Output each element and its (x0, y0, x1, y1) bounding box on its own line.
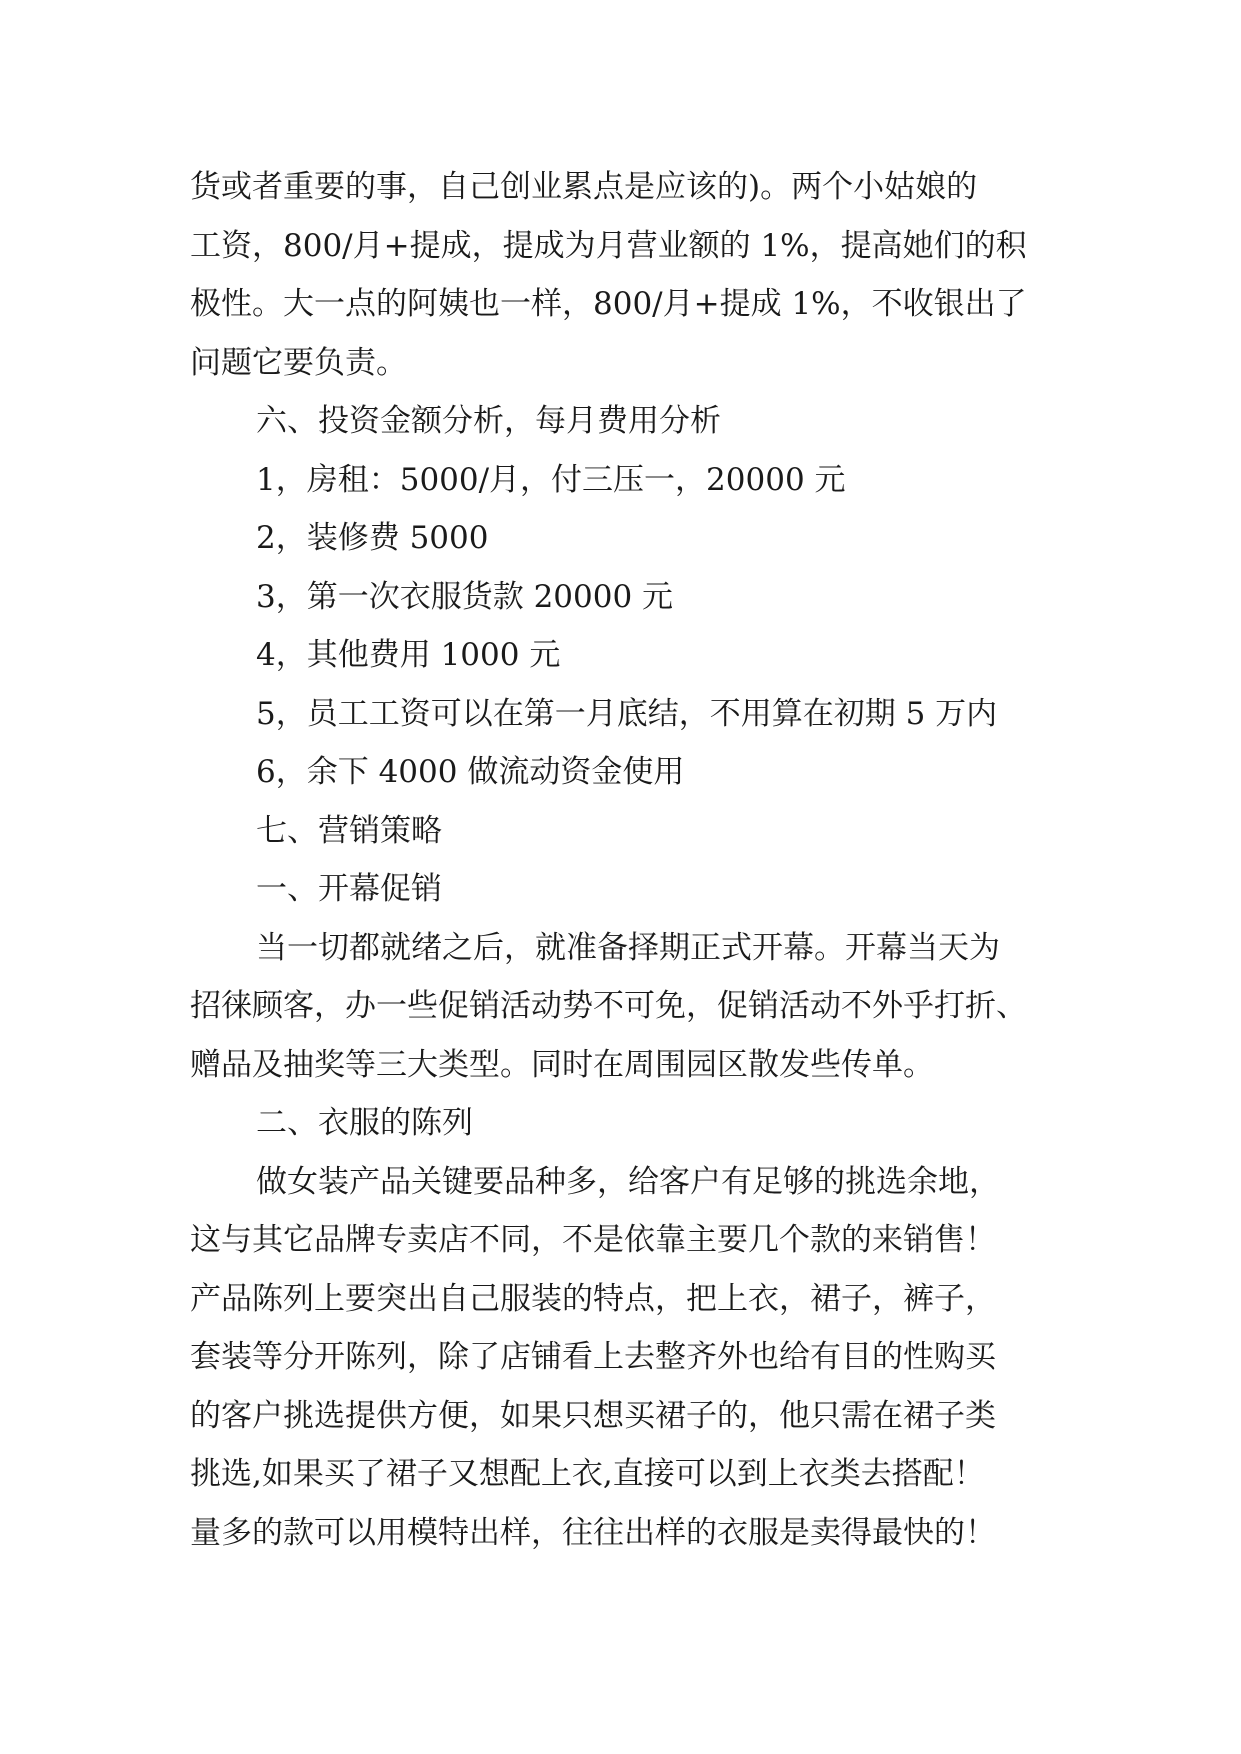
subsection-heading (190, 1094, 1070, 1153)
paragraph-line (190, 1153, 1070, 1212)
section-heading (190, 392, 1070, 451)
paragraph-line (190, 1036, 1070, 1095)
heading-text: 七、营销策略 (256, 812, 442, 849)
line-text: 招徕顾客，办一些促销活动势不可免，促销活动不外乎打折、 (190, 988, 1027, 1024)
list-item-text: 3，第一次衣服货款 20000 元 (256, 578, 674, 615)
list-item (190, 568, 1070, 627)
paragraph-line (190, 334, 1070, 393)
line-text: 挑选,如果买了裙子又想配上衣,直接可以到上衣类去搭配！ (190, 1456, 985, 1492)
list-item-text: 1，房租：5000/月，付三压一，20000 元 (256, 461, 846, 498)
subsection-heading (190, 860, 1070, 919)
heading-text: 一、开幕促销 (256, 871, 442, 907)
paragraph-line (190, 1504, 1070, 1563)
line-text: 工资，800/月+提成，提成为月营业额的 1%，提高她们的积 (190, 227, 1027, 264)
line-text: 套装等分开陈列，除了店铺看上去整齐外也给有目的性购买 (190, 1339, 996, 1375)
line-text: 问题它要负责。 (190, 344, 407, 381)
paragraph-line (190, 158, 1070, 217)
line-text: 货或者重要的事，自己创业累点是应该的)。两个小姑娘的 (190, 169, 978, 205)
line-text: 的客户挑选提供方便，如果只想买裙子的，他只需在裙子类 (190, 1397, 996, 1434)
paragraph-line (190, 275, 1070, 334)
paragraph-line (190, 217, 1070, 276)
line-text: 产品陈列上要突出自己服装的特点，把上衣，裙子，裤子， (190, 1280, 996, 1317)
list-item-text: 2，装修费 5000 (256, 520, 489, 556)
list-item (190, 451, 1070, 510)
list-item (190, 626, 1070, 685)
line-text: 做女装产品关键要品种多，给客户有足够的挑选余地， (256, 1163, 1000, 1200)
heading-text: 六、投资金额分析，每月费用分析 (256, 403, 721, 439)
paragraph-line (190, 977, 1070, 1036)
paragraph-line (190, 1387, 1070, 1446)
line-text: 当一切都就绪之后，就准备择期正式开幕。开幕当天为 (256, 929, 1000, 966)
list-item-text: 6，余下 4000 做流动资金使用 (256, 754, 685, 790)
list-item (190, 509, 1070, 568)
line-text: 这与其它品牌专卖店不同，不是依靠主要几个款的来销售！ (190, 1222, 996, 1258)
heading-text: 二、衣服的陈列 (256, 1105, 473, 1141)
list-item (190, 743, 1070, 802)
list-item-text: 4，其他费用 1000 元 (256, 637, 561, 673)
line-text: 极性。大一点的阿姨也一样，800/月+提成 1%，不收银出了 (190, 286, 1027, 322)
paragraph-line (190, 1270, 1070, 1329)
list-item-text: 5，员工工资可以在第一月底结，不用算在初期 5 万内 (256, 695, 998, 732)
line-text: 赠品及抽奖等三大类型。同时在周围园区散发些传单。 (190, 1046, 934, 1083)
section-heading (190, 802, 1070, 861)
document-body (190, 158, 1070, 1562)
paragraph-line (190, 1211, 1070, 1270)
paragraph-line (190, 919, 1070, 978)
line-text: 量多的款可以用模特出样，往往出样的衣服是卖得最快的！ (190, 1514, 996, 1551)
paragraph-line (190, 1445, 1070, 1504)
paragraph-line (190, 1328, 1070, 1387)
list-item (190, 685, 1070, 744)
